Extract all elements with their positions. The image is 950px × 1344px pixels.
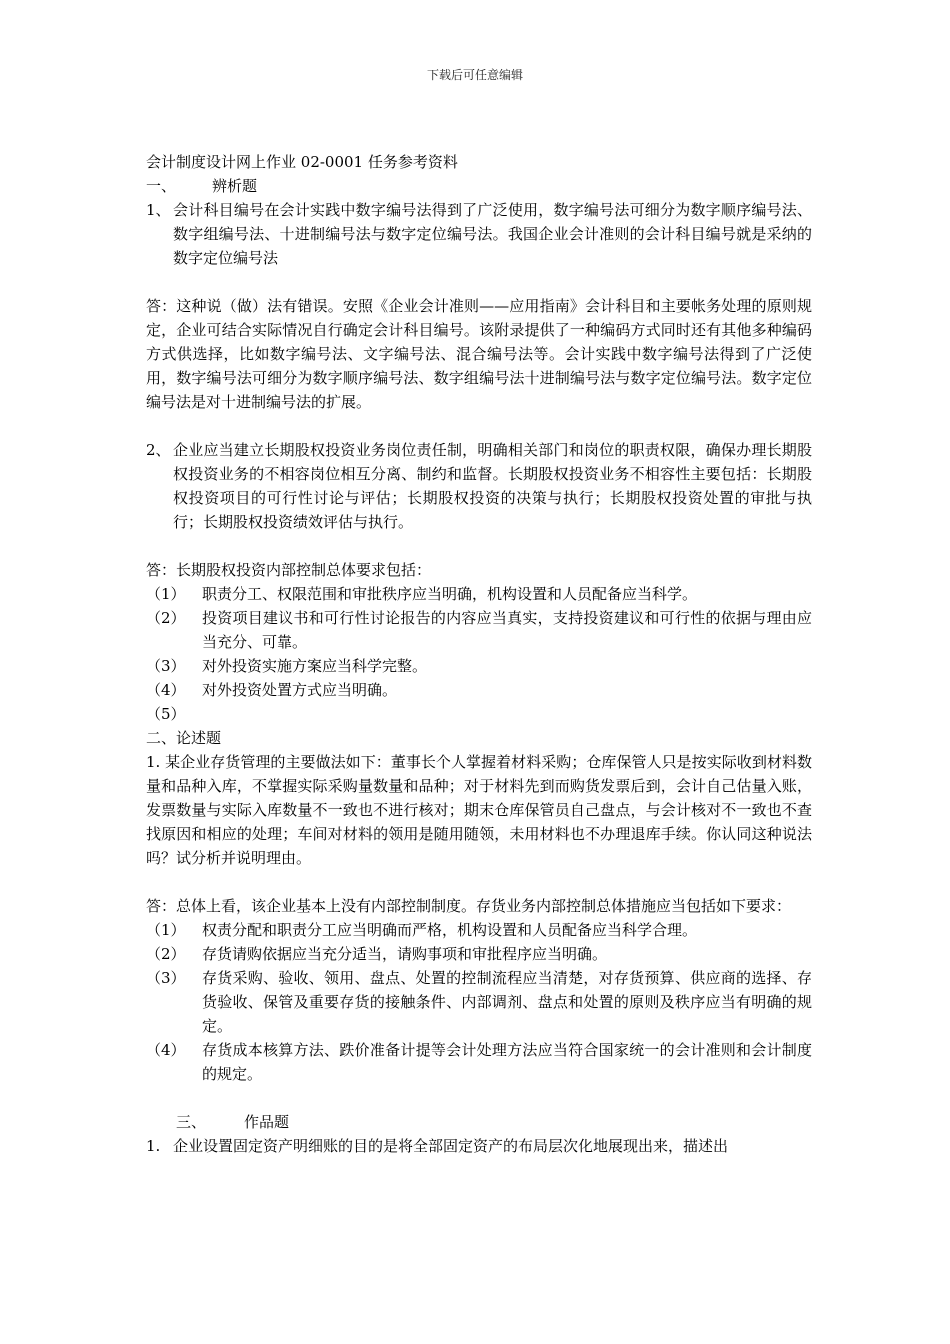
question-1-text: 会计科目编号在会计实践中数字编号法得到了广泛使用，数字编号法可细分为数字顺序编号法、数字组编号法、十进制编号法与数字定位编号法。我国企业会计准则的会计科目编号就是采纳的数字定位编号法 (173, 201, 812, 267)
answer-3-item (146, 966, 812, 1038)
list-number: （5） (146, 705, 186, 723)
section-1-title: 辨析题 (212, 177, 258, 195)
document-body (146, 150, 812, 1158)
answer-3-item (146, 1038, 812, 1086)
page-header: 下载后可任意编辑 (426, 68, 523, 82)
question-4 (146, 1134, 812, 1158)
spacer (146, 870, 812, 894)
answer-3-intro: 答：总体上看，该企业基本上没有内部控制制度。存货业务内部控制总体措施应当包括如下要求： (146, 897, 792, 915)
list-number: （3） (146, 657, 186, 675)
question-2 (146, 438, 812, 534)
question-1 (146, 198, 812, 270)
list-number: （3） (146, 969, 186, 987)
list-number: （2） (146, 945, 186, 963)
section-1-number: 一、 (146, 177, 177, 195)
list-number: （1） (146, 585, 186, 603)
question-2-number: 2、 (146, 441, 171, 459)
section-3-title: 作品题 (244, 1113, 290, 1131)
list-number: （4） (146, 681, 186, 699)
answer-2-item (146, 702, 812, 726)
answer-2-item (146, 654, 812, 678)
list-number: （1） (146, 921, 186, 939)
question-3: 1. 某企业存货管理的主要做法如下：董事长个人掌握着材料采购；仓库保管人只是按实际收到材料数量和品种入库，不掌握实际采购量数量和品种；对于材料先到而购货发票后到，会计自己估量入账，发票数量与实际入库数量不一致也不进行核对；期末仓库保管员自己盘点，与会计核对不一致也不查找原因和相应的处理；车间对材料的领用是随用随领，未用材料也不办理退库手续。你认同这种说法吗？试分析并说明理由。 (146, 753, 812, 867)
spacer (146, 270, 812, 294)
answer-1: 答：这种说（做）法有错误。安照《企业会计准则——应用指南》会计科目和主要帐务处理的原则规定，企业可结合实际情况自行确定会计科目编号。该附录提供了一种编码方式同时还有其他多种编码方式供选择，比如数字编号法、文字编号法、混合编号法等。会计实践中数字编号法得到了广泛使用，数字编号法可细分为数字顺序编号法、数字组编号法十进制编号法与数字定位编号法。数字定位编号法是对十进制编号法的扩展。 (146, 297, 812, 411)
list-text: 对外投资处置方式应当明确。 (202, 681, 398, 699)
answer-2-item (146, 678, 812, 702)
document-title: 会计制度设计网上作业 02-0001 任务参考资料 (146, 153, 458, 171)
answer-3-item (146, 942, 812, 966)
list-text: 存货请购依据应当充分适当，请购事项和审批程序应当明确。 (202, 945, 608, 963)
section-3-heading (146, 1110, 812, 1134)
section-2-heading: 二、论述题 (146, 729, 222, 747)
answer-2-intro: 答：长期股权投资内部控制总体要求包括： (146, 561, 432, 579)
list-text: 投资项目建议书和可行性讨论报告的内容应当真实，支持投资建议和可行性的依据与理由应当充分、可靠。 (202, 609, 812, 651)
answer-2-item (146, 606, 812, 654)
list-text: 对外投资实施方案应当科学完整。 (202, 657, 428, 675)
question-2-text: 企业应当建立长期股权投资业务岗位责任制，明确相关部门和岗位的职责权限，确保办理长期股权投资业务的不相容岗位相互分离、制约和监督。长期股权投资业务不相容性主要包括：长期股权投资项目的可行性讨论与评估；长期股权投资的决策与执行；长期股权投资处置的审批与执行；长期股权投资绩效评估与执行。 (173, 441, 812, 531)
question-4-number: 1. (146, 1137, 161, 1155)
list-text: 存货采购、验收、领用、盘点、处置的控制流程应当清楚，对存货预算、供应商的选择、存货验收、保管及重要存货的接触条件、内部调剂、盘点和处置的原则及秩序应当有明确的规定。 (202, 969, 812, 1035)
spacer (146, 534, 812, 558)
list-number: （2） (146, 609, 186, 627)
section-3-number: 三、 (176, 1113, 207, 1131)
spacer (146, 1086, 812, 1110)
list-text: 职责分工、权限范围和审批秩序应当明确，机构设置和人员配备应当科学。 (202, 585, 698, 603)
list-text: 权责分配和职责分工应当明确而严格，机构设置和人员配备应当科学合理。 (202, 921, 698, 939)
answer-2-item (146, 582, 812, 606)
list-text: 存货成本核算方法、跌价准备计提等会计处理方法应当符合国家统一的会计准则和会计制度的规定。 (202, 1041, 812, 1083)
list-number: （4） (146, 1041, 186, 1059)
question-4-text: 企业设置固定资产明细账的目的是将全部固定资产的布局层次化地展现出来，描述出 (173, 1137, 729, 1155)
question-1-number: 1、 (146, 201, 171, 219)
spacer (146, 414, 812, 438)
section-1-heading (146, 174, 812, 198)
answer-3-item (146, 918, 812, 942)
